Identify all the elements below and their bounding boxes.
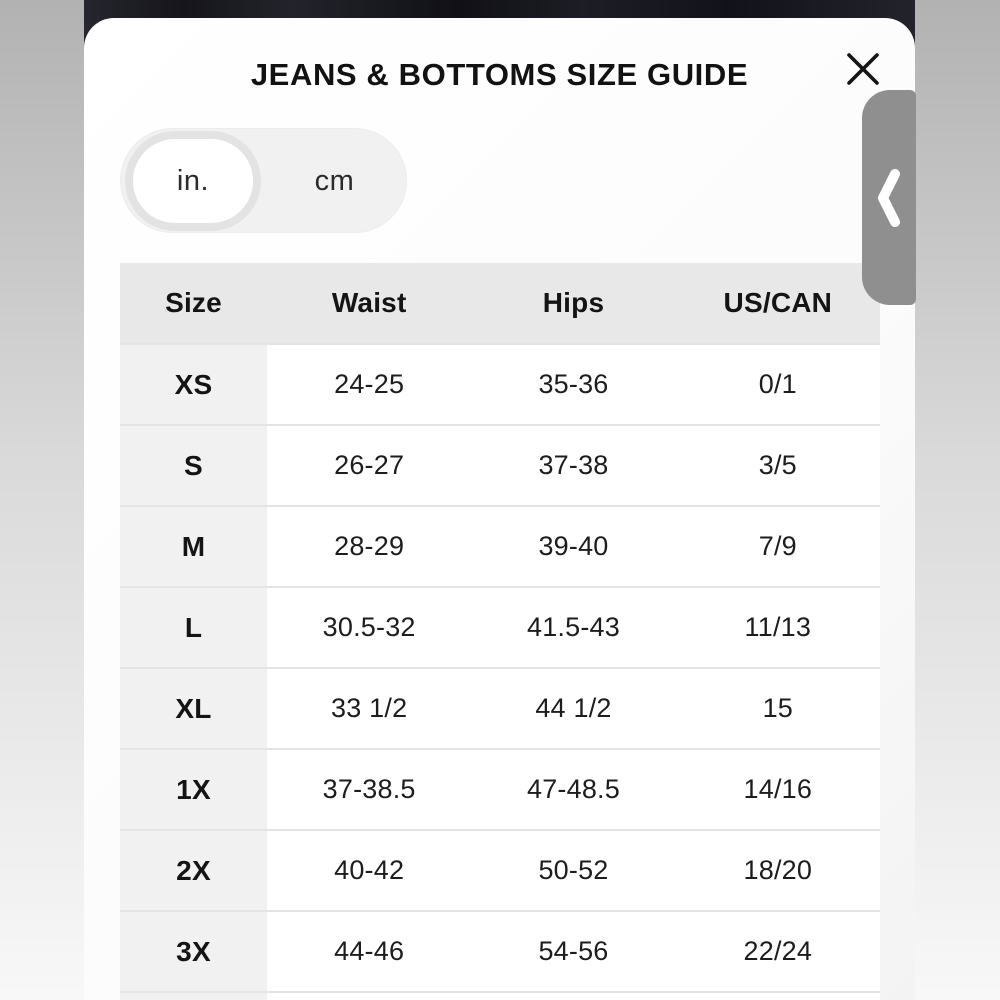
cell-size: XS [120,345,267,424]
table-row [120,910,880,991]
cell-waist: 28-29 [334,531,405,561]
cell-uscan: 0/1 [758,369,797,399]
table-row-partial [120,991,880,1000]
cell-waist: 26-27 [334,450,405,480]
cell-hips: 41.5-43 [527,612,620,642]
cell-hips: 35-36 [538,369,609,399]
modal-title: JEANS & BOTTOMS SIZE GUIDE [250,57,749,92]
modal-header [84,45,915,105]
cell-waist: 24-25 [334,369,405,399]
cell-size: XL [120,669,267,748]
cell-uscan: 18/20 [743,855,813,885]
size-guide-modal [84,18,915,1000]
cell-size: 3X [120,912,267,991]
toggle-option-cm-label: cm [314,165,355,197]
cell-size: 1X [120,750,267,829]
cell-uscan: 14/16 [743,774,813,804]
cell-uscan: 3/5 [758,450,797,480]
table-row [120,829,880,910]
cell-waist: 44-46 [334,936,405,966]
close-icon [844,50,882,88]
cell-uscan: 22/24 [743,936,813,966]
cell-waist: 37-38.5 [322,774,416,804]
cell-size: L [120,588,267,667]
cell-uscan: 7/9 [758,531,797,561]
cell-size: 2X [120,831,267,910]
table-row [120,505,880,586]
cell-uscan: 15 [762,693,794,723]
table-header-row [120,263,880,343]
cell-hips: 54-56 [538,936,609,966]
table-row [120,343,880,424]
cell-waist [267,993,471,1000]
cell-uscan: 11/13 [744,612,812,642]
cell-hips: 39-40 [538,531,609,561]
column-header-uscan: US/CAN [723,287,833,318]
cell-waist: 33 1/2 [331,693,408,723]
cell-hips: 47-48.5 [527,774,620,804]
toggle-option-cm[interactable] [261,129,408,234]
cell-size: S [120,426,267,505]
table-row [120,667,880,748]
toggle-option-inches[interactable] [125,131,261,231]
cell-uscan [676,993,880,1000]
cell-size: M [120,507,267,586]
cell-hips [471,993,675,1000]
close-button[interactable] [841,47,885,91]
cell-hips: 44 1/2 [535,693,612,723]
table-row [120,748,880,829]
table-row [120,424,880,505]
column-header-size: Size [165,287,222,318]
chevron-left-icon [877,166,901,230]
cell-size [120,993,267,1000]
column-header-hips: Hips [542,287,605,318]
cell-hips: 37-38 [538,450,609,480]
toggle-option-inches-label: in. [176,164,210,197]
side-drawer-handle[interactable] [862,90,916,305]
table-row [120,586,880,667]
cell-waist: 30.5-32 [322,612,416,642]
column-header-waist: Waist [331,287,407,318]
size-guide-table [120,263,880,1000]
cell-hips: 50-52 [538,855,609,885]
cell-waist: 40-42 [334,855,405,885]
unit-toggle[interactable] [120,128,407,233]
